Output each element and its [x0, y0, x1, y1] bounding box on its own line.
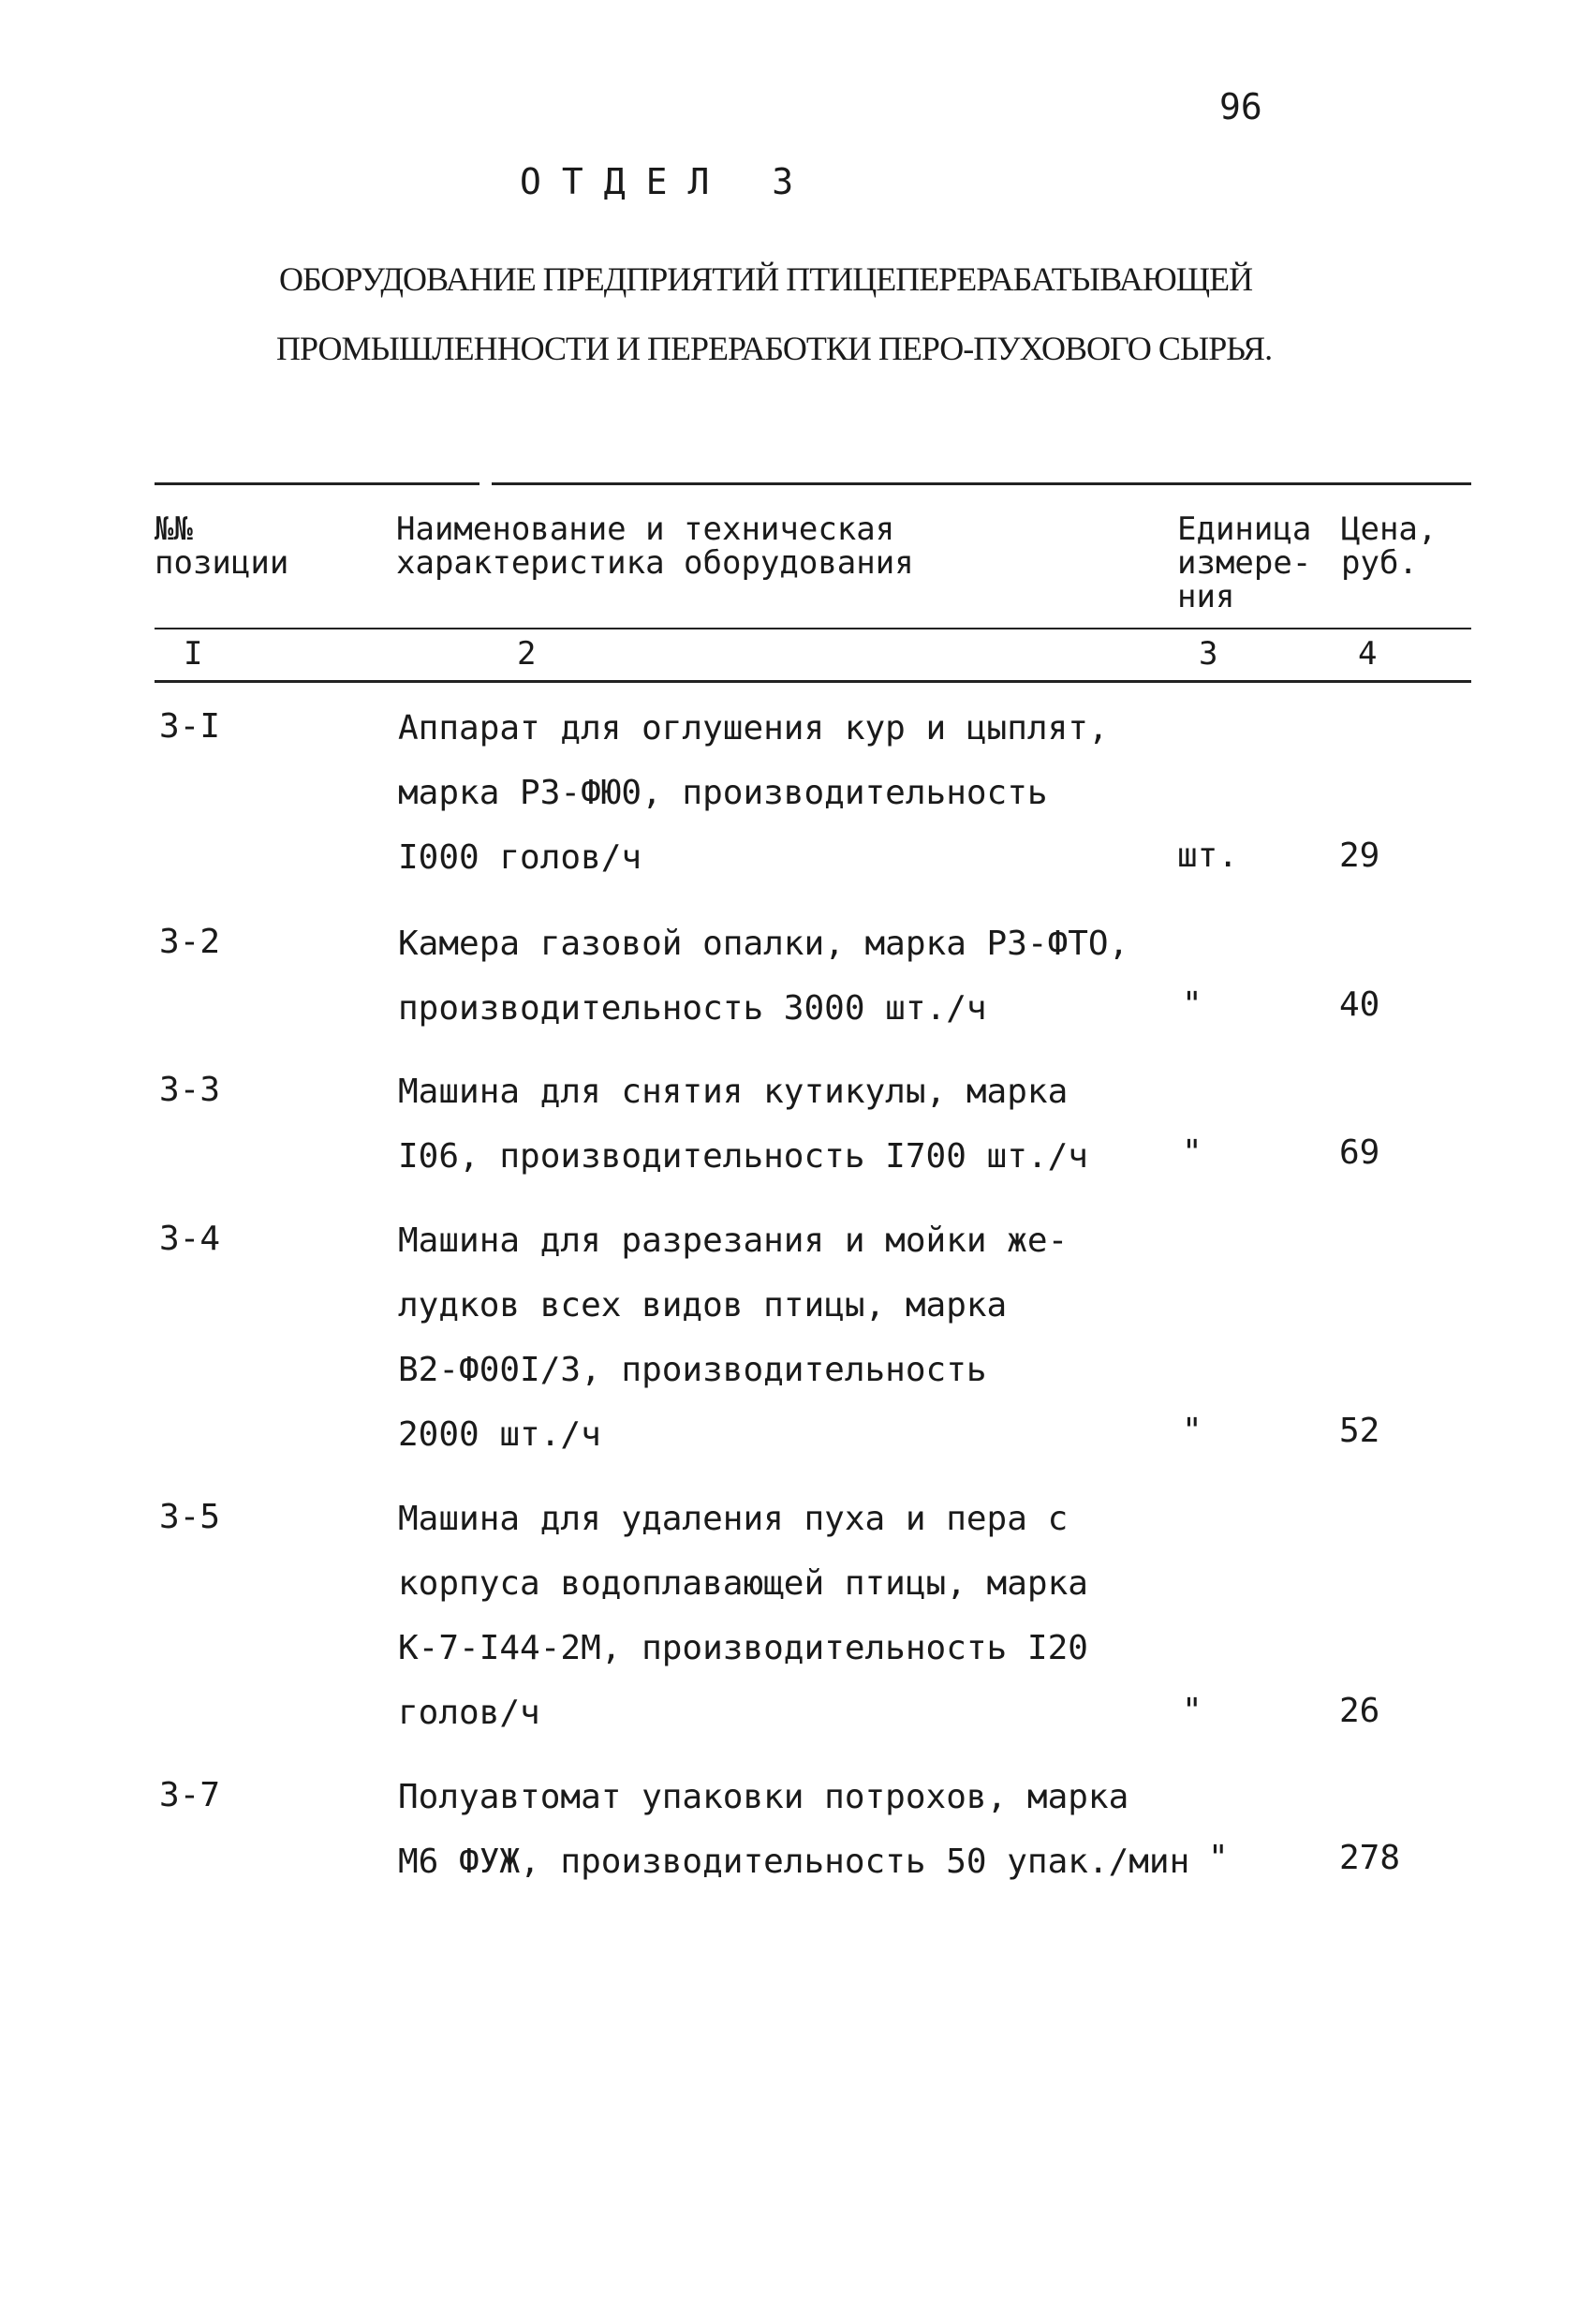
row-unit: шт. [1177, 836, 1239, 875]
row-description: Машина для удаления пуха и пера с корпуса водоплавающей птицы, марка К-7-I44-2М, производительность I20 голов/ч [398, 1500, 1088, 1732]
row-description: Полуавтомат упаковки потрохов, марка М6 ФУЖ, производительность 50 упак./мин [398, 1778, 1190, 1881]
row-unit: " [1182, 1692, 1202, 1730]
row-position: 3-4 [159, 1220, 221, 1258]
row-unit: " [1182, 1133, 1202, 1172]
row-position: 3-7 [159, 1776, 221, 1814]
header-position: №№ позиции [155, 511, 289, 582]
row-unit: " [1182, 985, 1202, 1024]
row-price: 40 [1339, 985, 1380, 1024]
column-number-3: 3 [1199, 635, 1218, 673]
table-top-rule-left [155, 482, 479, 485]
header-price: Цена, руб. [1341, 511, 1438, 582]
row-price: 29 [1339, 836, 1380, 875]
row-description: Камера газовой опалки, марка РЗ-ФТО, производительность 3000 шт./ч [398, 925, 1129, 1028]
row-description: Аппарат для оглушения кур и цыплят, марка РЗ-ФЮ0, производительность I000 голов/ч [398, 709, 1109, 877]
column-number-2: 2 [517, 635, 537, 673]
row-description: Машина для разрезания и мойки же- лудков всех видов птицы, марка В2-Ф00I/3, производительность 2000 шт./ч [398, 1221, 1069, 1454]
column-number-rule [155, 680, 1471, 683]
title-line-2: ПРОМЫШЛЕННОСТИ И ПЕРЕРАБОТКИ ПЕРО-ПУХОВОГО СЫРЬЯ. [276, 330, 1273, 367]
row-unit: " [1182, 1412, 1202, 1450]
header-name: Наименование и техническая характеристика оборудования [396, 511, 914, 582]
column-number-1: I [184, 635, 203, 673]
row-position: 3-2 [159, 923, 221, 961]
row-position: 3-5 [159, 1498, 221, 1536]
header-bottom-rule [155, 628, 1471, 629]
row-position: 3-3 [159, 1071, 221, 1109]
row-price: 52 [1339, 1412, 1380, 1450]
section-heading: ОТДЕЛ 3 [520, 161, 815, 202]
row-price: 278 [1339, 1839, 1401, 1877]
row-unit: " [1208, 1839, 1229, 1877]
header-unit: Единица измере- ния [1177, 511, 1312, 615]
title-line-1: ОБОРУДОВАНИЕ ПРЕДПРИЯТИЙ ПТИЦЕПЕРЕРАБАТЫВАЮЩЕЙ [279, 260, 1253, 298]
row-price: 26 [1339, 1692, 1380, 1730]
row-price: 69 [1339, 1133, 1380, 1172]
page-number: 96 [1219, 86, 1262, 127]
row-position: 3-I [159, 707, 221, 746]
table-top-rule-right [492, 482, 1471, 485]
column-number-4: 4 [1358, 635, 1378, 673]
row-description: Машина для снятия кутикулы, марка I06, производительность I700 шт./ч [398, 1073, 1088, 1176]
